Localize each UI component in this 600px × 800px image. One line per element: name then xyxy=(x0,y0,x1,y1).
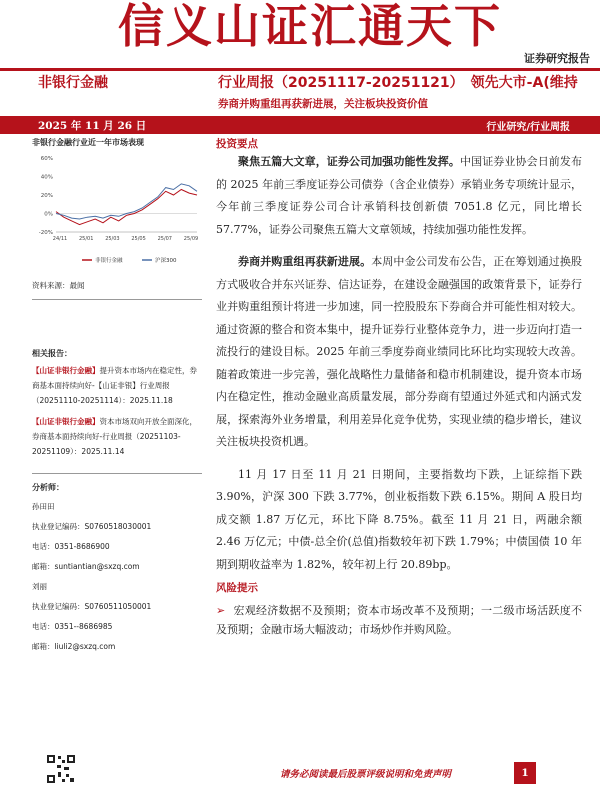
x-tick-label: 24/11 xyxy=(52,236,68,242)
report-category: 行业研究/行业周报 xyxy=(486,122,570,133)
analyst-name: 刘丽 xyxy=(32,582,47,591)
paragraph-3: 11 月 17 日至 11 月 21 日期间，主要指数均下跌，上证综指下跌 3.90%，沪深 300 下跌 3.77%，创业板指数下跌 6.15%。期间 A 股日均成交额 1.87 万亿元，环比下降 8.75%。截至 11 月 21 日，两融余额 2.46 万亿元；中债-总全价(总值)指数较年初下跌 1.79%；中债国债 10 年期到期收益率为 1.82%，较年初上行 20.89bp。 xyxy=(216,467,582,571)
main-content xyxy=(216,136,582,639)
report-type: 证券研究报告 xyxy=(524,52,590,65)
analyst-list xyxy=(32,497,202,657)
date-bar xyxy=(0,116,600,134)
related-item[interactable]: 【山证非银行金融】资本市场双向开放全面深化，券商基本面持续向好-行业周报（20251103-20251109）：2025.11.14 xyxy=(32,417,197,456)
section-heading: 投资要点 xyxy=(216,138,258,150)
performance-chart xyxy=(32,152,202,272)
qr-code-icon xyxy=(46,754,76,784)
disclaimer: 请务必阅读最后股票评级说明和免责声明 xyxy=(280,769,452,780)
legend-label: 非银行金融 xyxy=(95,258,123,264)
divider xyxy=(32,473,202,474)
analyst-name: 孙田田 xyxy=(32,502,55,511)
risk-heading: 风险提示 xyxy=(216,582,258,594)
related-list xyxy=(32,363,202,459)
top-rule xyxy=(0,68,600,71)
risk-item: ➢ 宏观经济数据不及预期；资本市场改革不及预期；一二级市场活跃度不及预期；金融市场大幅波动；市场炒作并购风险。 xyxy=(216,604,582,636)
x-tick-label: 25/03 xyxy=(105,236,120,242)
chart-source: 资料来源：最闻 xyxy=(32,281,85,290)
sector-label: 非银行金融 xyxy=(38,75,108,91)
analyst-license: 执业登记编码：S0760511050001 xyxy=(32,602,152,611)
x-tick-label: 25/01 xyxy=(78,236,94,242)
related-item[interactable]: 【山证非银行金融】提升资本市场内在稳定性，券商基本面持续向好-【山证非银】行业周报（20251110-20251114）：2025.11.18 xyxy=(32,366,197,405)
chart-caption: 非银行金融行业近一年市场表现 xyxy=(32,138,144,147)
x-tick-label: 25/09 xyxy=(183,236,199,242)
report-date: 2025 年 11 月 26 日 xyxy=(38,120,147,132)
paragraph-lead: 券商并购重组再获新进展。 xyxy=(238,255,372,268)
paragraph-1: 聚焦五篇大文章，证券公司加强功能性发挥。中国证券业协会日前发布的 2025 年前三季度证券公司债券（含企业债券）承销业务专项统计显示，今年前三季度证券公司合计承销科技创新债 7051.8 亿元，同比增长 57.77%，证券公司聚焦五篇大文章领域，持续加强功能性发挥。 xyxy=(216,155,582,236)
y-tick-label: 40% xyxy=(40,174,53,181)
related-heading: 相关报告： xyxy=(32,349,72,358)
header-brand xyxy=(0,0,600,70)
x-tick-label: 25/05 xyxy=(131,236,146,242)
analyst-phone: 电话：0351-8686900 xyxy=(32,542,110,551)
chart-svg xyxy=(32,152,202,272)
footer xyxy=(0,752,600,800)
series-line xyxy=(56,190,197,225)
page-number: 1 xyxy=(514,762,536,784)
report-title: 行业周报（20251117-20251121） 领先大市-A(维持 xyxy=(218,75,578,91)
bullet-icon: ➢ xyxy=(216,604,226,617)
report-subtitle: 券商并购重组再获新进展，关注板块投资价值 xyxy=(218,98,428,110)
analyst-email[interactable]: 邮箱：suntiantian@sxzq.com xyxy=(32,562,140,571)
paragraph-lead: 聚焦五篇大文章，证券公司加强功能性发挥。 xyxy=(238,155,460,168)
analyst-email[interactable]: 邮箱：liuli2@sxzq.com xyxy=(32,642,116,651)
analyst-heading: 分析师： xyxy=(32,483,64,492)
x-tick-label: 25/07 xyxy=(157,236,173,242)
y-tick-label: -20% xyxy=(38,230,53,236)
brand-slogan: 信义山证汇通天下 xyxy=(118,0,502,53)
y-tick-label: 20% xyxy=(40,193,53,199)
paragraph-2: 券商并购重组再获新进展。本周中金公司发布公告，正在筹划通过换股方式吸收合并东兴证券、信达证券，在建设金融强国的政策背景下，证券行业并购重组预计将进一步加速，同一控股股东下券商合并可能性相对较大。通过资源的整合和资本集中，提升证券行业整体竞争力，进一步迈向打造一流投行的建设目标。2025 年前三季度券商业绩同比环比均实现较大改善。随着政策进一步完善，强化战略性力量储备和稳市机制建设，提升资本市场内在稳定性，推动金融业高质量发展，部分券商有望通过外延式和内涵式发展，探索海外业务增量，利用差异化竞争优势，实现业绩的稳步增长，建议关注板块投资机遇。 xyxy=(216,255,583,448)
y-tick-label: 0% xyxy=(44,211,53,218)
divider xyxy=(32,299,202,300)
legend-label: 沪深300 xyxy=(155,258,177,264)
sidebar xyxy=(32,134,202,657)
y-tick-label: 60% xyxy=(40,156,53,162)
analyst-phone: 电话：0351--8686985 xyxy=(32,622,113,631)
analyst-license: 执业登记编码：S0760518030001 xyxy=(32,522,152,531)
